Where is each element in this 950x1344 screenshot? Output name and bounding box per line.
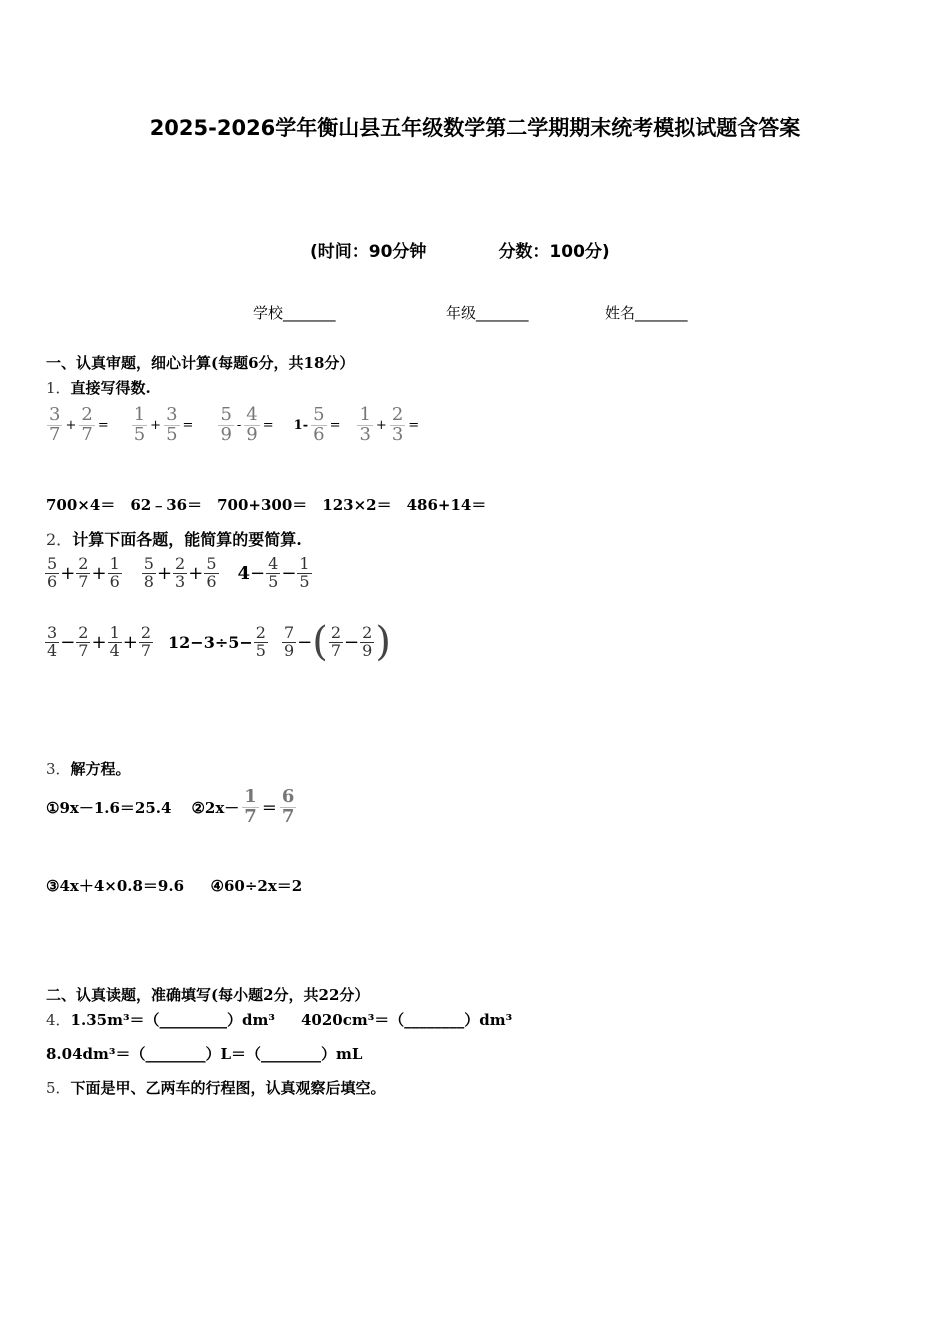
q4-number: 4． bbox=[46, 1011, 71, 1029]
fraction-expr-4: 1- $\frac{5}{6}$ = bbox=[293, 404, 341, 445]
q5-prompt bbox=[46, 1077, 386, 1098]
q2-text: 计算下面各题，能简算的要简算. bbox=[72, 530, 302, 549]
q2-row-1 bbox=[44, 556, 313, 591]
section2-heading: 二、认真读题，准确填写(每小题2分，共22分） bbox=[46, 986, 370, 1004]
fraction: $\frac{3}{7}$ bbox=[49, 404, 61, 445]
q2-expr-2: $\frac{5}{8}$ + $\frac{2}{3}$ + $\frac{5}{6}$ bbox=[143, 554, 217, 591]
fraction: $\frac{6}{7}$ bbox=[281, 786, 295, 827]
q2-number: 2． bbox=[46, 530, 73, 549]
q2-expr-5: 12−3÷5− $\frac{2}{5}$ bbox=[168, 622, 266, 660]
equation-3: ③4x＋4×0.8＝9.6 bbox=[46, 877, 185, 895]
equation-4: ④60÷2x＝2 bbox=[210, 877, 303, 895]
equation-2-lead: ②2x－ bbox=[191, 798, 240, 817]
q2-expr-3: 4 − $\frac{4}{5}$ − $\frac{1}{5}$ bbox=[237, 554, 310, 591]
q4-part-a: 1.35m³＝（_________）dm³ bbox=[70, 1011, 275, 1029]
total-score: 分数：100分) bbox=[498, 242, 610, 262]
q2-expr-6: $\frac{7}{9}$ − ( $\frac{2}{7}$ − $\frac{2}{9}$ ) bbox=[283, 619, 391, 665]
q2-row-2 bbox=[44, 619, 391, 665]
page-title: 2025-2026学年衡山县五年级数学第二学期期末统考模拟试题含答案 bbox=[149, 116, 801, 140]
q1-text: 直接写得数. bbox=[70, 379, 151, 397]
fraction-expr-1: $\frac{3}{7}$ + $\frac{2}{7}$ = bbox=[49, 404, 109, 445]
time-limit: (时间：90分钟 bbox=[310, 242, 427, 262]
equation-2-equals: ＝ bbox=[261, 798, 277, 817]
fraction: $\frac{1}{5}$ bbox=[133, 404, 146, 445]
fraction: $\frac{3}{5}$ bbox=[166, 404, 178, 445]
q4-line-2: 8.04dm³＝（________）L＝（________）mL bbox=[46, 1045, 363, 1063]
q1-mental-math: 700×4＝ 62﹣36＝ 700+300＝ 123×2＝ 486+14＝ bbox=[46, 496, 487, 514]
q4-line-1 bbox=[46, 1009, 512, 1030]
q2-expr-1: $\frac{5}{6}$ + $\frac{2}{7}$ + $\frac{1}{6}$ bbox=[47, 554, 120, 591]
fraction: $\frac{2}{3}$ bbox=[391, 404, 404, 445]
school-field: 学校_______ bbox=[253, 304, 336, 322]
fraction: $\frac{2}{7}$ bbox=[81, 404, 93, 445]
fraction-expr-2: $\frac{1}{5}$ + $\frac{3}{5}$ = bbox=[133, 404, 194, 445]
fraction: $\frac{5}{6}$ bbox=[313, 404, 325, 445]
q1-number: 1． bbox=[46, 379, 71, 397]
fraction: $\frac{1}{7}$ bbox=[244, 786, 257, 827]
q3-number: 3． bbox=[46, 760, 71, 778]
name-field: 姓名_______ bbox=[605, 304, 688, 322]
fraction-expr-3: $\frac{5}{9}$ - $\frac{4}{9}$ = bbox=[220, 404, 274, 445]
q3-text: 解方程。 bbox=[70, 760, 131, 778]
q1-fraction-row bbox=[46, 406, 421, 445]
q2-expr-4: $\frac{3}{4}$ − $\frac{2}{7}$ + $\frac{1}{4}$ + $\frac{2}{7}$ bbox=[47, 622, 152, 660]
q3-row-2 bbox=[46, 875, 302, 896]
fraction: $\frac{5}{9}$ bbox=[220, 404, 232, 445]
q5-number: 5． bbox=[46, 1079, 71, 1097]
q5-text: 下面是甲、乙两车的行程图，认真观察后填空。 bbox=[70, 1079, 386, 1097]
q2-prompt bbox=[46, 527, 302, 550]
q3-prompt bbox=[46, 758, 131, 779]
section1-heading: 一、认真审题，细心计算(每题6分，共18分） bbox=[46, 354, 355, 372]
grade-field: 年级_______ bbox=[446, 304, 529, 322]
q3-row-1 bbox=[46, 788, 299, 827]
exam-meta bbox=[310, 237, 610, 262]
fraction: $\frac{1}{3}$ bbox=[359, 404, 371, 445]
equation-1: ①9x－1.6＝25.4 bbox=[46, 798, 172, 817]
q1-prompt bbox=[46, 377, 151, 398]
fraction: $\frac{4}{9}$ bbox=[246, 404, 258, 445]
fraction-expr-5: $\frac{1}{3}$ + $\frac{2}{3}$ = bbox=[359, 404, 420, 445]
q4-part-b: 4020cm³＝（________）dm³ bbox=[300, 1011, 513, 1029]
